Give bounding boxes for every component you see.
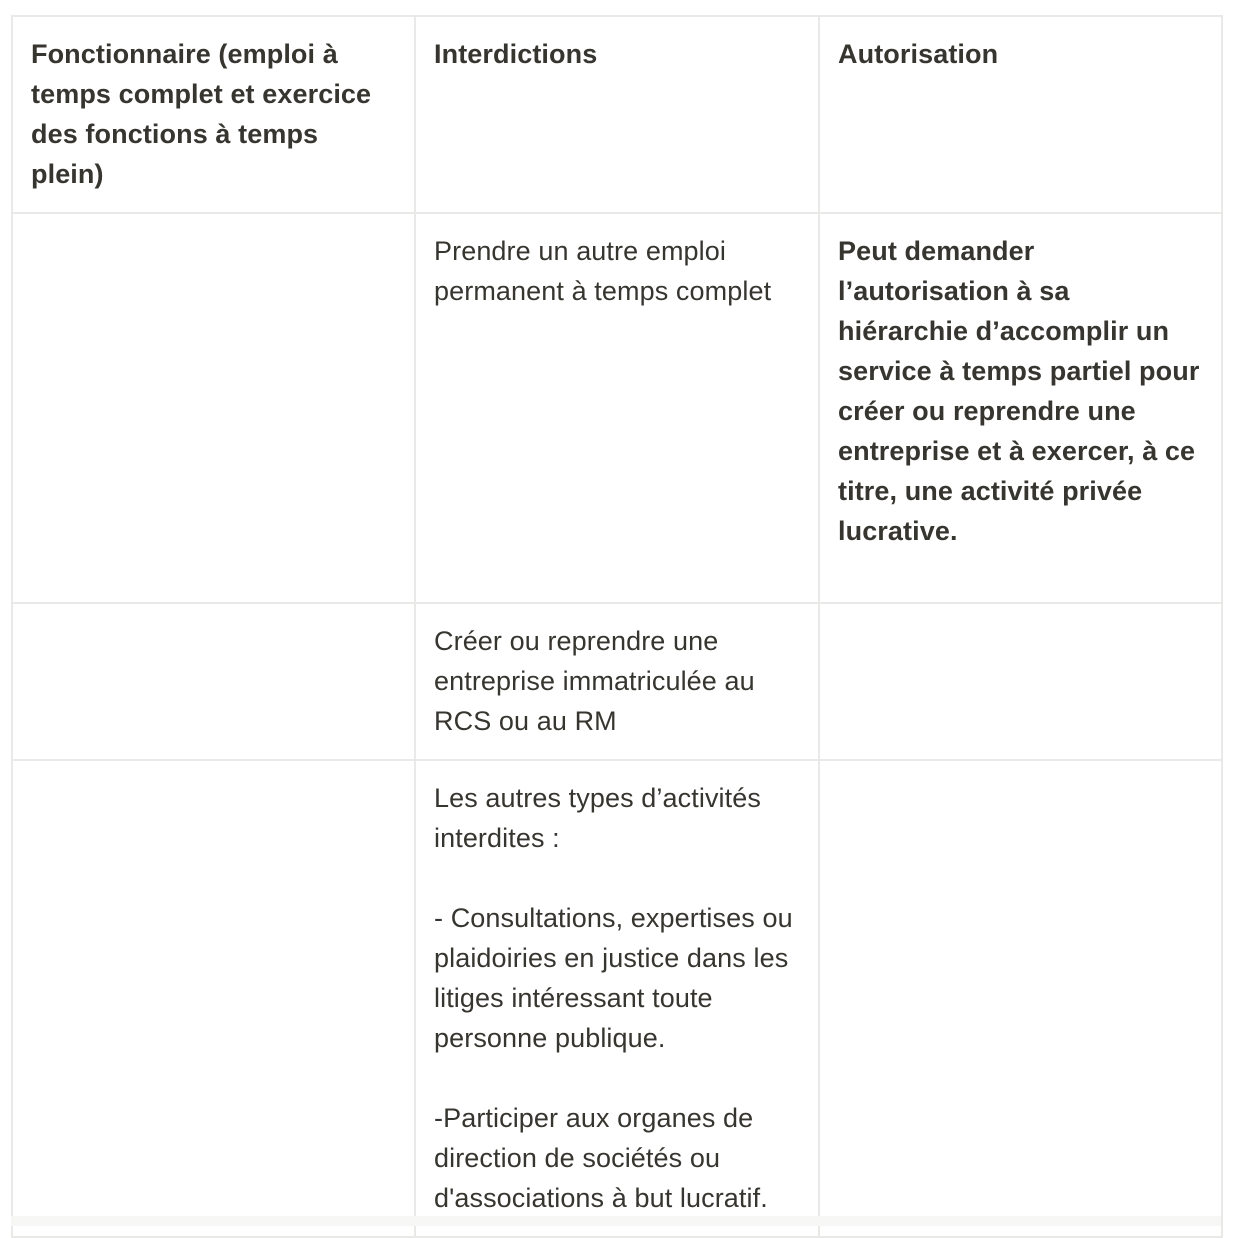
- cell-fonctionnaire: [12, 213, 415, 603]
- header-row: [12, 16, 1222, 213]
- cell-autorisation: [819, 760, 1222, 1237]
- cell-autorisation: [819, 603, 1222, 760]
- cell-fonctionnaire: [12, 760, 415, 1237]
- header-fonctionnaire-text: Fonctionnaire (emploi à temps complet et exercice des fonctions à temps plein): [31, 39, 372, 189]
- horizontal-scrollbar-track[interactable]: [11, 1216, 1221, 1226]
- cell-interdiction-text: Prendre un autre emploi permanent à temps complet: [434, 236, 772, 306]
- header-interdictions-text: Interdictions: [434, 39, 598, 69]
- cell-interdiction: [415, 760, 819, 1237]
- rules-table: [11, 15, 1223, 1238]
- rules-table-container: [11, 15, 1221, 1238]
- table-row: [12, 760, 1222, 1237]
- cell-interdiction-text: Créer ou reprendre une entreprise immatriculée au RCS ou au RM: [434, 626, 755, 736]
- cell-interdiction: [415, 213, 819, 603]
- cell-interdiction-text: Les autres types d’activités interdites : - Consultations, expertises ou plaidoiries en justice dans les litiges intéressant toute personne publique. -Participer aux organes de direction de sociétés ou d'associations à but lucratif.: [434, 783, 793, 1213]
- header-fonctionnaire: [12, 16, 415, 213]
- cell-fonctionnaire: [12, 603, 415, 760]
- header-autorisation: [819, 16, 1222, 213]
- cell-interdiction: [415, 603, 819, 760]
- table-row: [12, 213, 1222, 603]
- header-interdictions: [415, 16, 819, 213]
- cell-autorisation: [819, 213, 1222, 603]
- table-row: [12, 603, 1222, 760]
- header-autorisation-text: Autorisation: [838, 39, 999, 69]
- cell-autorisation-text: Peut demander l’autorisation à sa hiérarchie d’accomplir un service à temps partiel pour créer ou reprendre une entreprise et à exercer, à ce titre, une activité privée lucrative.: [838, 236, 1200, 546]
